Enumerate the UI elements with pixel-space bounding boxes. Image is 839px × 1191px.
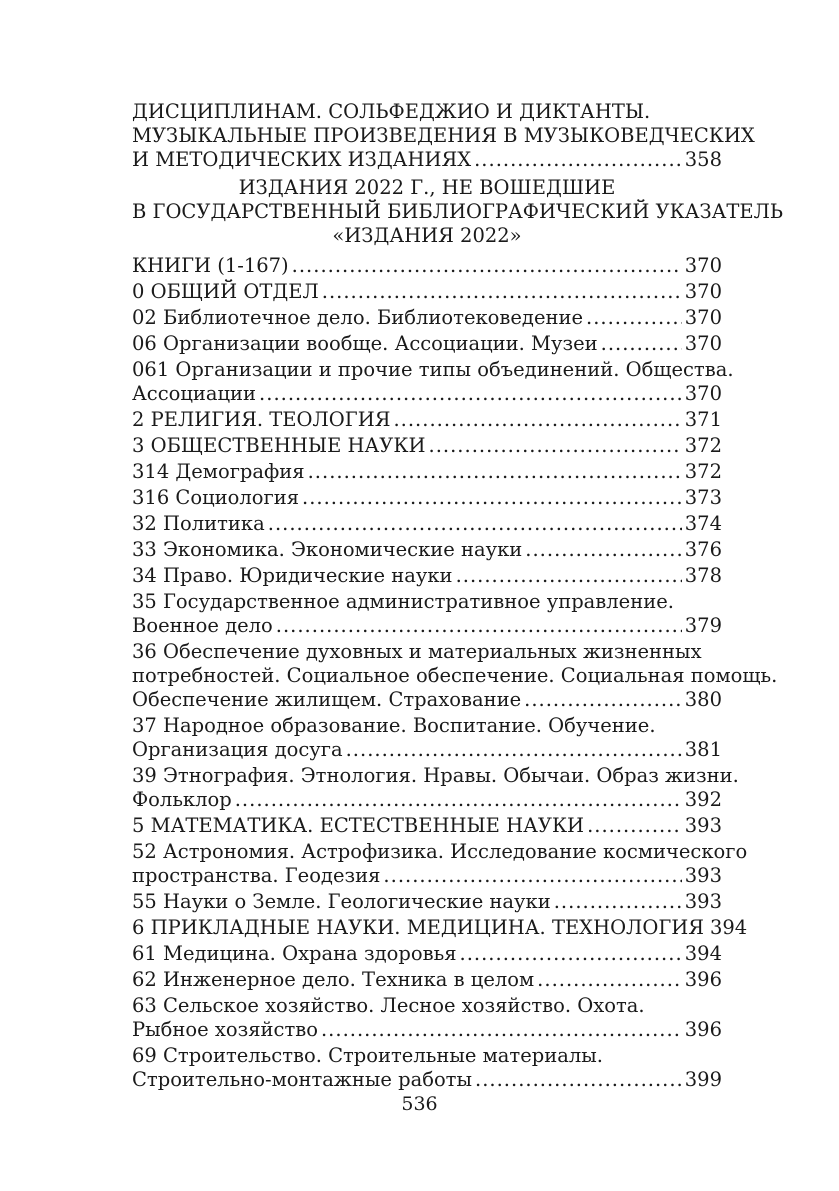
toc-entry-leader (132, 564, 722, 588)
toc-entry-leader (132, 738, 722, 762)
toc-entry-line: 63 Сельское хозяйство. Лесное хозяйство. Охота. (132, 994, 645, 1017)
toc-entry (132, 640, 778, 712)
toc-entry (132, 306, 722, 330)
toc-entry-leader (132, 434, 722, 458)
toc-entry-title: 55 Науки о Земле. Геологические науки (132, 890, 551, 913)
dot-leader (292, 254, 682, 278)
toc-entry-title: Организация досуга (132, 738, 343, 761)
toc-entry-page: 394 (709, 916, 748, 939)
toc-entry (132, 460, 722, 484)
toc-entry-page: 393 (684, 814, 722, 837)
toc-entry-title: 5 МАТЕМАТИКА. ЕСТЕСТВЕННЫЕ НАУКИ (132, 814, 585, 837)
toc-entry-leader (132, 460, 722, 484)
toc-entry-line: 69 Строительство. Строительные материалы. (132, 1044, 603, 1067)
toc-entry (132, 590, 722, 638)
toc-entry (132, 332, 722, 356)
toc-entry (132, 916, 748, 940)
toc-entry-page: 371 (684, 408, 722, 431)
toc-entry-title: Рыбное хозяйство (132, 1018, 318, 1041)
table-of-contents (132, 100, 784, 1094)
dot-leader (586, 306, 682, 330)
toc-entry (132, 890, 722, 914)
toc-entry (132, 280, 722, 304)
toc-entry-leader (132, 512, 722, 536)
toc-entry-leader (132, 864, 722, 888)
toc-entry-title: 34 Право. Юридические науки (132, 564, 453, 587)
section-heading (132, 176, 784, 248)
toc-entry (132, 408, 722, 432)
toc-entry-leader (132, 306, 722, 330)
dot-leader (321, 1018, 682, 1042)
section-heading-line: ИЗДАНИЯ 2022 Г., НЕ ВОШЕДШИЕ (238, 176, 616, 199)
toc-entry-page: 370 (684, 332, 722, 355)
toc-entry-line: 36 Обеспечение духовных и материальных жизненных (132, 640, 702, 663)
toc-entry-page: 370 (684, 306, 722, 329)
toc-entry-title: Ассоциации (132, 382, 257, 405)
toc-entry-leader (132, 916, 748, 940)
toc-entry-title: Военное дело (132, 614, 273, 637)
toc-entry-page: 370 (684, 254, 722, 277)
dot-leader (268, 512, 682, 536)
toc-entry-leader (132, 254, 722, 278)
page-number: 536 (401, 1093, 438, 1115)
dot-leader (460, 942, 682, 966)
dot-leader (537, 968, 682, 992)
toc-entry-page: 378 (684, 564, 722, 587)
dot-leader (302, 486, 682, 510)
toc-entry-leader (132, 688, 722, 712)
toc-entry-page: 396 (684, 968, 722, 991)
dot-leader (474, 148, 682, 172)
toc-entry-leader (132, 1018, 722, 1042)
toc-entry-page: 393 (684, 890, 722, 913)
toc-entry-title: 33 Экономика. Экономические науки (132, 538, 523, 561)
toc-entry (132, 434, 722, 458)
dot-leader (429, 434, 682, 458)
dot-leader (308, 460, 682, 484)
toc-entry (132, 538, 722, 562)
toc-entry-title: 314 Демография (132, 460, 305, 483)
toc-entry (132, 486, 722, 510)
toc-entry-line: 061 Организации и прочие типы объединений. Общества. (132, 358, 734, 381)
toc-entry-title: КНИГИ (1-167) (132, 254, 289, 277)
toc-entry-title: пространства. Геодезия (132, 864, 381, 887)
toc-entry (132, 358, 734, 406)
toc-entry-page: 396 (684, 1018, 722, 1041)
toc-entry-page: 380 (684, 688, 722, 711)
dot-leader (525, 538, 681, 562)
toc-entry-title: 02 Библиотечное дело. Библиотековедение (132, 306, 584, 329)
toc-entry-page: 370 (684, 382, 722, 405)
toc-entry-line: 35 Государственное административное управление. (132, 590, 674, 613)
toc-entry-page: 394 (684, 942, 722, 965)
dot-leader (587, 814, 682, 838)
toc-entry-page: 358 (684, 148, 722, 171)
toc-entry-title: 61 Медицина. Охрана здоровья (132, 942, 457, 965)
toc-entry-leader (132, 408, 722, 432)
toc-entry-page: 370 (684, 280, 722, 303)
toc-entry-line: МУЗЫКАЛЬНЫЕ ПРОИЗВЕДЕНИЯ В МУЗЫКОВЕДЧЕСКИХ (132, 124, 755, 147)
toc-entry-title: Фольклор (132, 788, 232, 811)
toc-entry-leader (132, 382, 722, 406)
toc-entry (132, 942, 722, 966)
toc-entry-leader (132, 890, 722, 914)
toc-entry-page: 373 (684, 486, 722, 509)
dot-leader (456, 564, 682, 588)
toc-entry-title: 316 Социология (132, 486, 299, 509)
toc-entry-title: 32 Политика (132, 512, 265, 535)
dot-leader (346, 738, 682, 762)
toc-entry-top (132, 100, 755, 172)
toc-entry-leader (132, 814, 722, 838)
section-heading-line: «ИЗДАНИЯ 2022» (332, 224, 522, 247)
dot-leader (601, 332, 682, 356)
toc-entry-page: 393 (684, 864, 722, 887)
toc-entry-page: 372 (684, 434, 722, 457)
dot-leader (276, 614, 682, 638)
toc-entry-line: 39 Этнография. Этнология. Нравы. Обычаи. Образ жизни. (132, 764, 739, 787)
toc-entry-page: 376 (684, 538, 722, 561)
toc-entry-title: 3 ОБЩЕСТВЕННЫЕ НАУКИ (132, 434, 426, 457)
toc-entry-line: потребностей. Социальное обеспечение. Социальная помощь. (132, 664, 778, 687)
toc-entry-leader (132, 942, 722, 966)
toc-entry-page: 381 (684, 738, 722, 761)
toc-entry (132, 1044, 722, 1092)
dot-leader (383, 864, 681, 888)
dot-leader (235, 788, 682, 812)
toc-entry-title: Строительно-монтажные работы (132, 1068, 472, 1091)
toc-entry-list (132, 254, 778, 1092)
toc-entry-title: 6 ПРИКЛАДНЫЕ НАУКИ. МЕДИЦИНА. ТЕХНОЛОГИЯ (132, 916, 704, 939)
toc-entry-leader (132, 968, 722, 992)
dot-leader (524, 688, 682, 712)
toc-entry-line: 37 Народное образование. Воспитание. Обучение. (132, 714, 656, 737)
toc-entry-title: 06 Организации вообще. Ассоциации. Музеи (132, 332, 598, 355)
toc-entry (132, 564, 722, 588)
toc-entry-title: 0 ОБЩИЙ ОТДЕЛ (132, 280, 319, 303)
toc-entry-leader (132, 538, 722, 562)
dot-leader (393, 408, 681, 432)
toc-entry-page: 372 (684, 460, 722, 483)
toc-entry-page: 399 (684, 1068, 722, 1091)
dot-leader (554, 890, 682, 914)
toc-entry (132, 840, 748, 888)
toc-entry-title: Обеспечение жилищем. Страхование (132, 688, 522, 711)
toc-entry (132, 764, 739, 812)
toc-entry-leader (132, 1068, 722, 1092)
toc-entry-leader (132, 148, 722, 172)
dot-leader (322, 280, 682, 304)
toc-entry-leader (132, 486, 722, 510)
toc-entry (132, 968, 722, 992)
toc-entry (132, 994, 722, 1042)
toc-entry (132, 512, 722, 536)
toc-entry-leader (132, 332, 722, 356)
toc-entry (132, 254, 722, 278)
toc-entry-page: 374 (684, 512, 722, 535)
toc-entry-page: 392 (684, 788, 722, 811)
toc-entry-leader (132, 788, 722, 812)
toc-entry-title: И МЕТОДИЧЕСКИХ ИЗДАНИЯХ (132, 148, 472, 171)
toc-entry-title: 2 РЕЛИГИЯ. ТЕОЛОГИЯ (132, 408, 391, 431)
toc-entry-leader (132, 280, 722, 304)
dot-leader (259, 382, 682, 406)
section-heading-line: В ГОСУДАРСТВЕННЫЙ БИБЛИОГРАФИЧЕСКИЙ УКАЗАТЕЛЬ (132, 200, 784, 223)
toc-entry (132, 814, 722, 838)
toc-entry-line: 52 Астрономия. Астрофизика. Исследование космического (132, 840, 748, 863)
toc-entry (132, 714, 722, 762)
toc-entry-leader (132, 614, 722, 638)
toc-entry-page: 379 (684, 614, 722, 637)
toc-entry-title: 62 Инженерное дело. Техника в целом (132, 968, 535, 991)
dot-leader (475, 1068, 682, 1092)
toc-entry-line: ДИСЦИПЛИНАМ. СОЛЬФЕДЖИО И ДИКТАНТЫ. (132, 100, 651, 123)
